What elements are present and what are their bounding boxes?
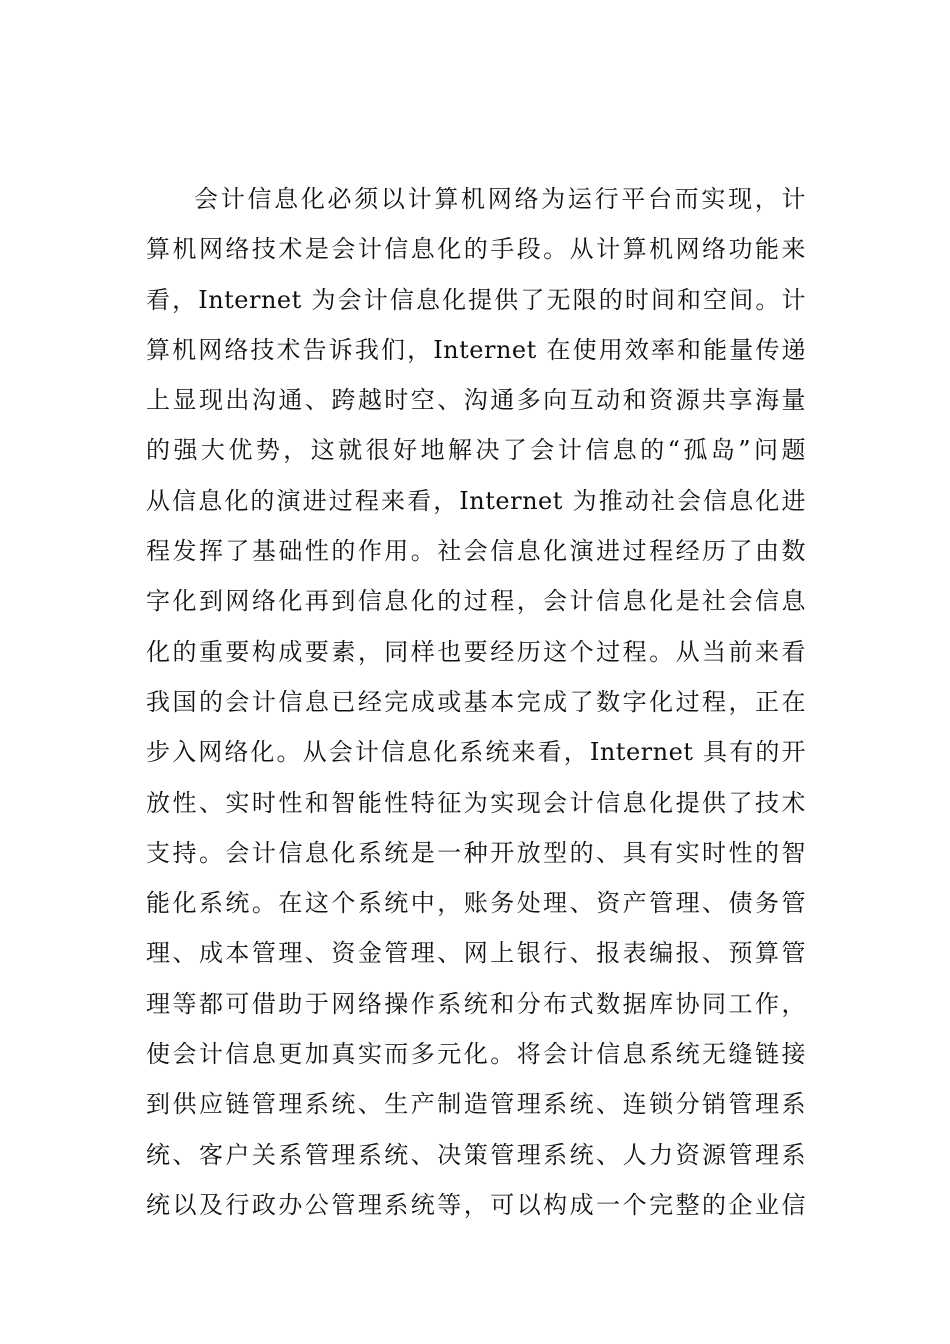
text-line: 能化系统。在这个系统中，账务处理、资产管理、债务管 [146,889,806,918]
text-line: 理、成本管理、资金管理、网上银行、报表编报、预算管 [146,939,806,968]
text-line: 会计信息化必须以计算机网络为运行平台而实现，计 [194,185,806,213]
text-line: 使会计信息更加真实而多元化。将会计信息系统无缝链接 [146,1040,806,1069]
text-line: 从信息化的演进过程来看，Internet 为推动社会信息化进 [146,486,806,515]
text-line: 步入网络化。从会计信息化系统来看，Internet 具有的开 [146,738,806,767]
text-line: 支持。会计信息化系统是一种开放型的、具有实时性的智 [146,838,806,867]
text-line: 的强大优势，这就很好地解决了会计信息的“孤岛”问题 [146,436,806,465]
text-line: 放性、实时性和智能性特征为实现会计信息化提供了技术 [146,788,806,817]
text-line: 算机网络技术告诉我们，Internet 在使用效率和能量传递 [146,335,806,364]
text-line: 到供应链管理系统、生产制造管理系统、连锁分销管理系 [146,1090,806,1119]
body-paragraph [146,174,806,1230]
text-line: 我国的会计信息已经完成或基本完成了数字化过程，正在 [146,687,806,716]
text-line: 算机网络技术是会计信息化的手段。从计算机网络功能来 [146,235,806,264]
text-line: 统以及行政办公管理系统等，可以构成一个完整的企业信 [146,1190,806,1219]
text-line: 理等都可借助于网络操作系统和分布式数据库协同工作， [146,989,806,1018]
text-line: 统、客户关系管理系统、决策管理系统、人力资源管理系 [146,1140,806,1169]
text-line: 字化到网络化再到信息化的过程，会计信息化是社会信息 [146,587,806,616]
text-line: 上显现出沟通、跨越时空、沟通多向互动和资源共享海量 [146,386,806,415]
text-line: 化的重要构成要素，同样也要经历这个过程。从当前来看 [146,637,806,666]
text-line: 看，Internet 为会计信息化提供了无限的时间和空间。计 [146,285,806,314]
text-line: 程发挥了基础性的作用。社会信息化演进过程经历了由数 [146,537,806,566]
